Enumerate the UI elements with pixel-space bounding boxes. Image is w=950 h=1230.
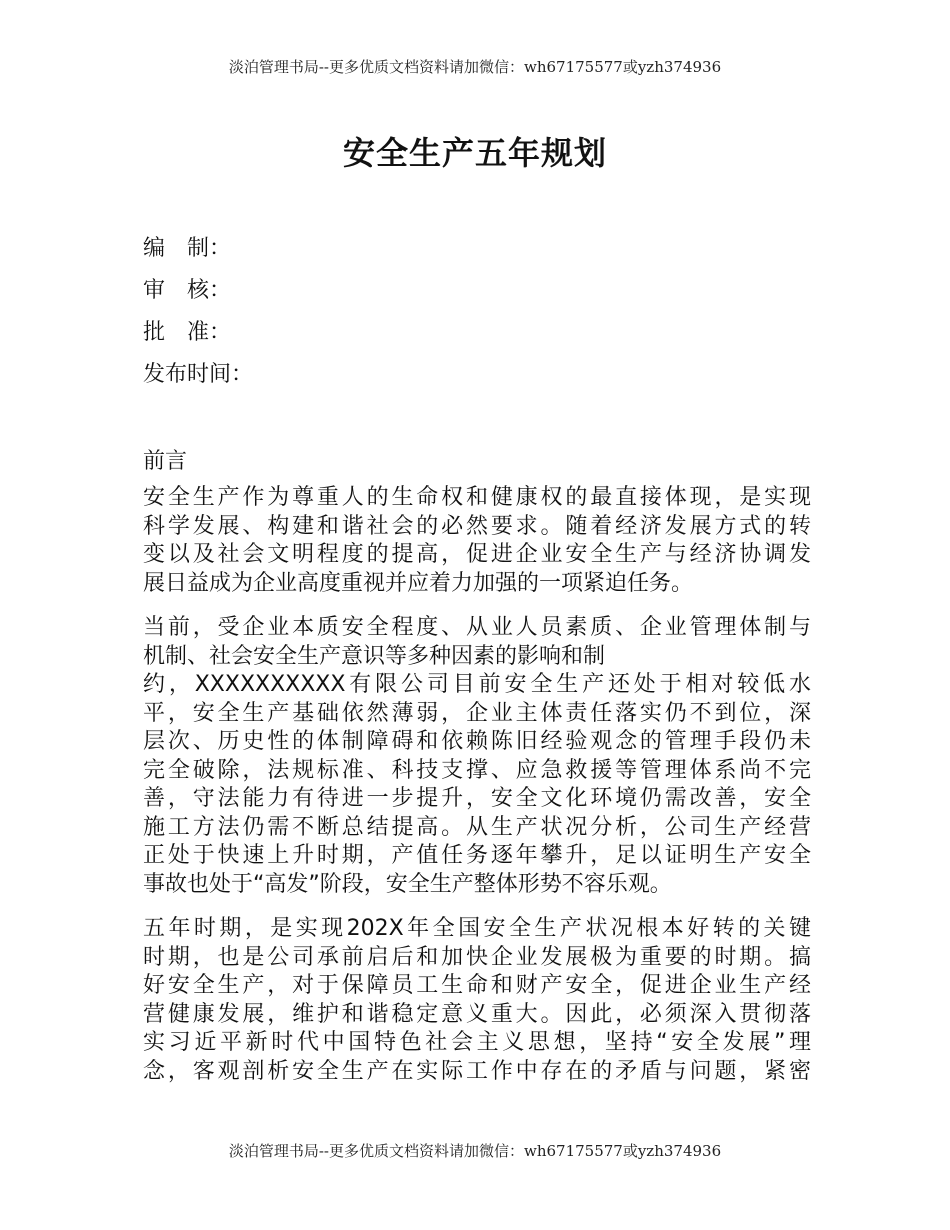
text-line: 约，XXXXXXXXXX有限公司目前安全生产还处于相对较低水 (143, 672, 811, 697)
release-date-label: 发布时间： (143, 362, 254, 387)
text-line: 五年时期，是实现202X年全国安全生产状况根本好转的关键 (143, 916, 811, 941)
approval-block (143, 228, 253, 396)
text-line: 变以及社会文明程度的提高，促进企业安全生产与经济协调发 (143, 542, 811, 567)
text-line: 念，客观剖析安全生产在实际工作中存在的矛盾与问题，紧密 (143, 1058, 811, 1084)
text-line: 好安全生产，对于保障员工生命和财产安全，促进企业生产经 (143, 973, 811, 998)
text-line: 机制、社会安全生产意识等多种因素的影响和制 (143, 643, 606, 669)
paragraph-3 (143, 915, 811, 1086)
preface-heading: 前言 (143, 449, 188, 474)
compiled-by-label: 编 制： (143, 236, 232, 261)
footer-note: 淡泊管理书局--更多优质文档资料请加微信：wh67175577或yzh374936 (228, 1142, 722, 1160)
body-text (143, 484, 811, 1102)
header-note: 淡泊管理书局--更多优质文档资料请加微信：wh67175577或yzh374936 (228, 58, 722, 76)
reviewed-by-label: 审 核： (143, 278, 232, 303)
approved-by-label: 批 准： (143, 320, 232, 345)
text-line: 完全破除，法规标准、科技支撑、应急救援等管理体系尚不完 (143, 757, 811, 783)
text-line: 科学发展、构建和谐社会的必然要求。随着经济发展方式的转 (143, 513, 811, 539)
text-line: 安全生产作为尊重人的生命权和健康权的最直接体现，是实现 (143, 485, 811, 510)
text-line: 展日益成为企业高度重视并应着力加强的一项紧迫任务。 (143, 570, 694, 596)
paragraph-1 (143, 484, 811, 598)
text-line: 善，守法能力有待进一步提升，安全文化环境仍需改善，安全 (143, 786, 811, 811)
text-line: 施工方法仍需不断总结提高。从生产状况分析，公司生产经营 (143, 814, 811, 840)
text-line: 时期，也是公司承前启后和加快企业发展极为重要的时期。搞 (143, 944, 811, 970)
text-line: 当前，受企业本质安全程度、从业人员素质、企业管理体制与 (143, 615, 811, 640)
text-line: 平，安全生产基础依然薄弱，企业主体责任落实仍不到位，深 (143, 700, 811, 726)
text-line: 营健康发展，维护和谐稳定意义重大。因此，必须深入贯彻落 (143, 1001, 811, 1027)
paragraph-2 (143, 614, 811, 899)
text-line: 正处于快速上升时期，产值任务逐年攀升，足以证明生产安全 (143, 843, 811, 868)
text-line: 实习近平新时代中国特色社会主义思想，坚持“安全发展”理 (143, 1030, 811, 1055)
text-line: 层次、历史性的体制障碍和依赖陈旧经验观念的管理手段仍未 (143, 729, 811, 754)
text-line: 事故也处于“高发”阶段，安全生产整体形势不容乐观。 (143, 871, 672, 897)
document-title: 安全生产五年规划 (342, 134, 607, 172)
